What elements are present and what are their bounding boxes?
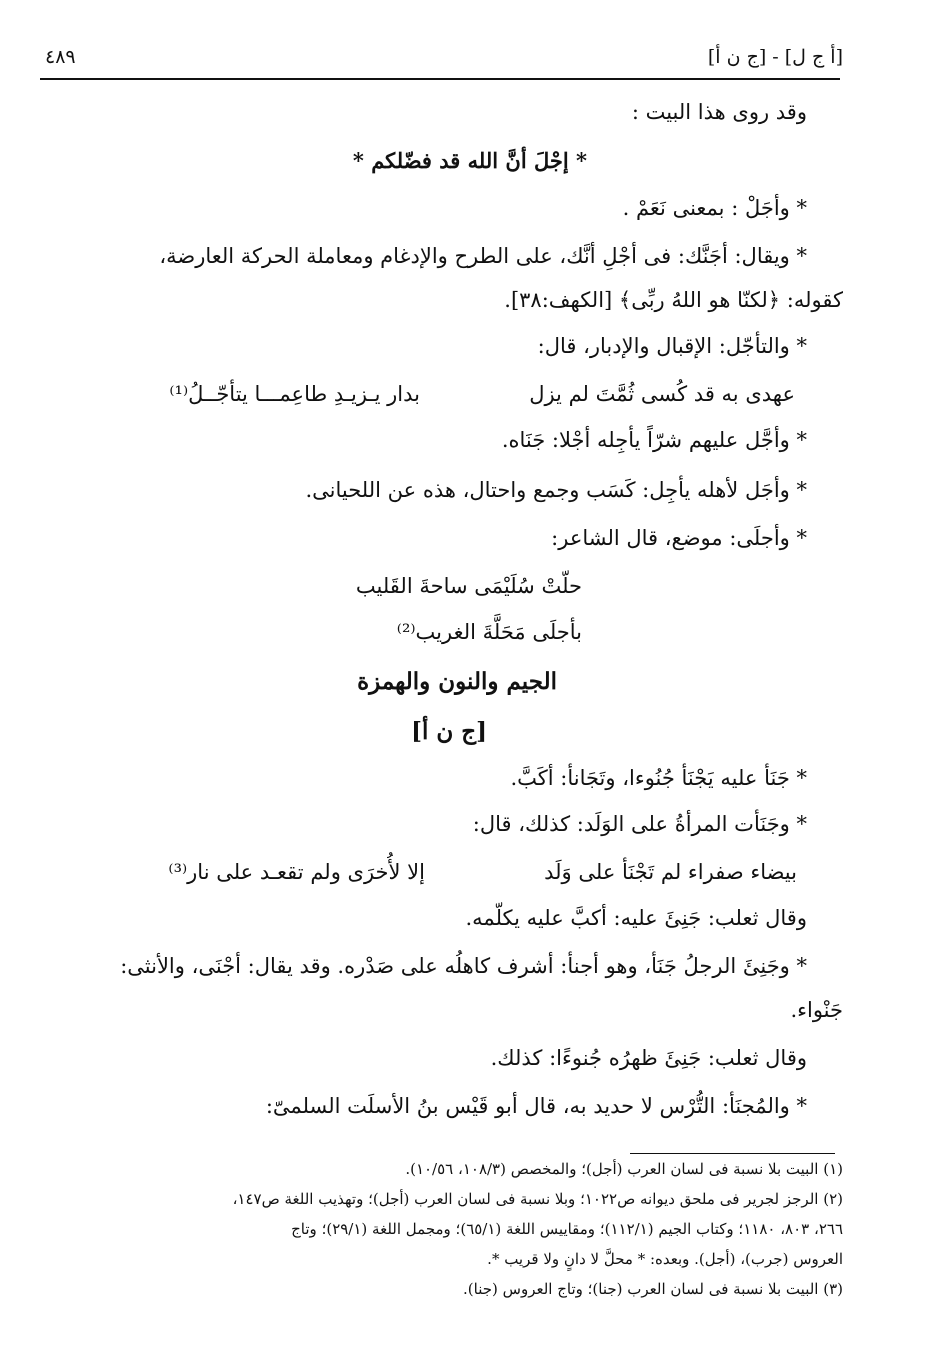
page-number: ٤٨٩ bbox=[45, 46, 76, 68]
text-line: * وجَنَأت المرأةُ على الوَلَد: كذلك، قال: bbox=[472, 812, 807, 836]
text-line: * والمُجنَأ: التُّرْس لا حديد به، قال أبو قَيْس بنُ الأسلَت السلمىّ: bbox=[265, 1094, 807, 1118]
text-line: * وجَنِئَ الرجلُ جَنَأ، وهو أجنأ: أشرف كاهلُه على صَدْره. وقد يقال: أجْنَى، والأنثى: bbox=[120, 954, 807, 978]
text-line: * ويقال: أجَنَّك: فى أجْلِ أنَّك، على الطرح والإدغام ومعاملة الحركة العارضة، bbox=[159, 244, 807, 268]
verse-line: بأجلَى مَحَلَّةَ الغريب⁽²⁾ bbox=[396, 620, 582, 644]
footnote: (٣) البيت بلا نسبة فى لسان العرب (جنا)؛ وتاج العروس (جنا). bbox=[463, 1280, 843, 1298]
verse-hemistich: * إجْلَ أنَّ الله قد فضّلكم * bbox=[352, 148, 587, 173]
text-line: * والتأجّل: الإقبال والإدبار، قال: bbox=[537, 334, 807, 358]
text-line: * جَنَأ عليه يَجْنَأ جُنُوءا، وتَجَانأ: أكَبَّ. bbox=[510, 766, 807, 790]
text-line: * وأجلَى: موضع، قال الشاعر: bbox=[551, 526, 807, 550]
footnote: ٢٦٦، ٨٠٣، ١١٨٠؛ وكتاب الجيم (١١٢/١)؛ ومقاييس اللغة (٦٥/١)؛ ومجمل اللغة (٢٩/١)؛ وتاج bbox=[291, 1220, 843, 1238]
verse-line: حلّتْ سُلَيْمَى ساحةَ القَليب bbox=[355, 574, 582, 598]
text-line: * وأجَلْ : بمعنى نَعَمْ . bbox=[622, 196, 807, 220]
footnote: (١) البيت بلا نسبة فى لسان العرب (أجل)؛ والمخصص (١٠٨/٣، ١٠/٥٦). bbox=[405, 1160, 843, 1178]
text-line: * وأجَّل عليهم شرّاً يأجِله أجْلا: جَنَاه. bbox=[501, 428, 807, 452]
text-line: جَنْواء. bbox=[790, 998, 843, 1022]
text-line: وقال ثعلب: جَنِئَ عليه: أكبَّ عليه يكلّمه. bbox=[465, 906, 807, 930]
verse-right-hemistich: عهدى به قد كُسى ثُمَّتَ لم يزل bbox=[529, 382, 795, 406]
text-line: * وأجَل لأهله يأجِل: كَسَب وجمع واحتال، هذه عن اللحيانى. bbox=[305, 478, 807, 502]
chapter-heading: الجيم والنون والهمزة bbox=[357, 668, 557, 695]
text-line: وقد روى هذا البيت : bbox=[631, 100, 807, 124]
verse-left-hemistich: إلا لأُخرَى ولم تقعـد على نار⁽³⁾ bbox=[168, 860, 425, 884]
section-range: [أ ج ل] - [ج ن أ] bbox=[707, 46, 843, 68]
footnote-rule bbox=[630, 1153, 835, 1154]
verse-left-hemistich: بدار يـزيـدِ طاعِمـــا يتأجّــلُ⁽¹⁾ bbox=[169, 382, 420, 406]
text-line: وقال ثعلب: جَنِئَ ظهرُه جُنوءًا: كذلك. bbox=[490, 1046, 807, 1070]
footnote: العروس (جرب)، (أجل). وبعده: * محلَّ لا دانٍ ولا قريب *. bbox=[487, 1250, 843, 1268]
header-rule bbox=[40, 78, 840, 80]
text-line: كقوله: ﴿لكنّا هو اللهُ ربِّى﴾ [الكهف:٣٨]. bbox=[504, 288, 843, 312]
root-heading: [ج ن أ] bbox=[411, 718, 487, 745]
verse-right-hemistich: بيضاء صفراء لم تَجْنَأ على وَلَد bbox=[544, 860, 797, 884]
footnote: (٢) الرجز لجرير فى ملحق ديوانه ص١٠٢٢؛ وبلا نسبة فى لسان العرب (أجل)؛ وتهذيب اللغة ص١٤٧، bbox=[232, 1190, 843, 1208]
